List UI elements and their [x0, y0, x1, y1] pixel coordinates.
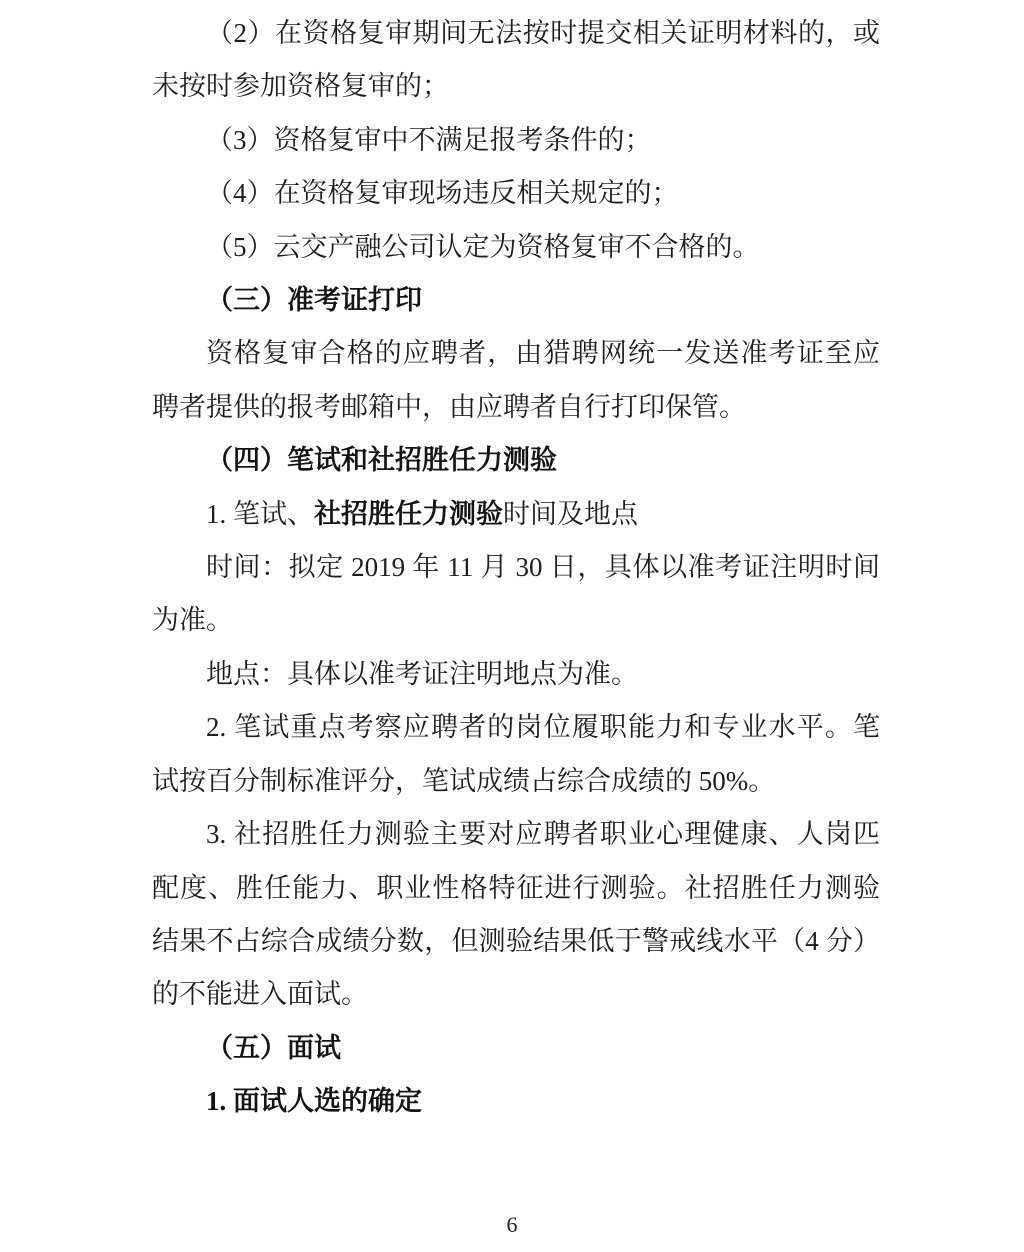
heading-section-3-admission-ticket: [152, 274, 880, 327]
heading-section-4-written-test: [152, 434, 880, 487]
text-segment: 2. 笔试重点考察应聘者的岗位履职能力和专业水平。笔试按百分制标准评分，笔试成绩占综合成绩的 50%。: [152, 712, 880, 796]
page-number: 6: [506, 1212, 518, 1237]
bold-text-segment: 1. 面试人选的确定: [206, 1086, 422, 1117]
text-segment: 时间：拟定 2019 年 11 月 30 日，具体以准考证注明时间为准。: [152, 552, 880, 636]
text-segment: （2）在资格复审期间无法按时提交相关证明材料的，或未按时参加资格复审的；: [152, 18, 880, 102]
clause-5: [152, 221, 880, 274]
text-segment: （4）在资格复审现场违反相关规定的；: [206, 178, 679, 209]
heading-section-5-interview: [152, 1022, 880, 1075]
text-segment: （5）云交产融公司认定为资格复审不合格的。: [206, 231, 760, 262]
para-test-place: [152, 648, 880, 701]
bold-text-segment: 社招胜任力测验: [314, 498, 503, 529]
text-segment: 3. 社招胜任力测验主要对应聘者职业心理健康、人岗匹配度、胜任能力、职业性格特征进行测验。社招胜任力测验结果不占综合成绩分数，但测验结果低于警戒线水平（4 分）的不能进入面试。: [152, 819, 880, 1010]
text-segment: 时间及地点: [503, 498, 638, 529]
text-segment: （3）资格复审中不满足报考条件的；: [206, 124, 652, 155]
clause-3: [152, 114, 880, 167]
para-admission-ticket-delivery: [152, 327, 880, 434]
item-1-interview-candidate-selection: [152, 1075, 880, 1128]
text-segment: 资格复审合格的应聘者，由猎聘网统一发送准考证至应聘者提供的报考邮箱中，由应聘者自行打印保管。: [152, 338, 880, 422]
text-segment: 地点：具体以准考证注明地点为准。: [206, 658, 638, 689]
item-3-competency-test: [152, 808, 880, 1022]
text-segment: 1. 笔试、: [206, 498, 314, 529]
item-2-written-test-scoring: [152, 701, 880, 808]
bold-text-segment: （四）笔试和社招胜任力测验: [206, 445, 557, 476]
para-test-time: [152, 541, 880, 648]
clause-4: [152, 167, 880, 220]
item-1-test-time-place: [152, 488, 880, 541]
bold-text-segment: （五）面试: [206, 1032, 341, 1063]
bold-text-segment: （三）准考证打印: [206, 285, 422, 316]
document-body: [152, 7, 880, 1129]
clause-2: [152, 7, 880, 114]
